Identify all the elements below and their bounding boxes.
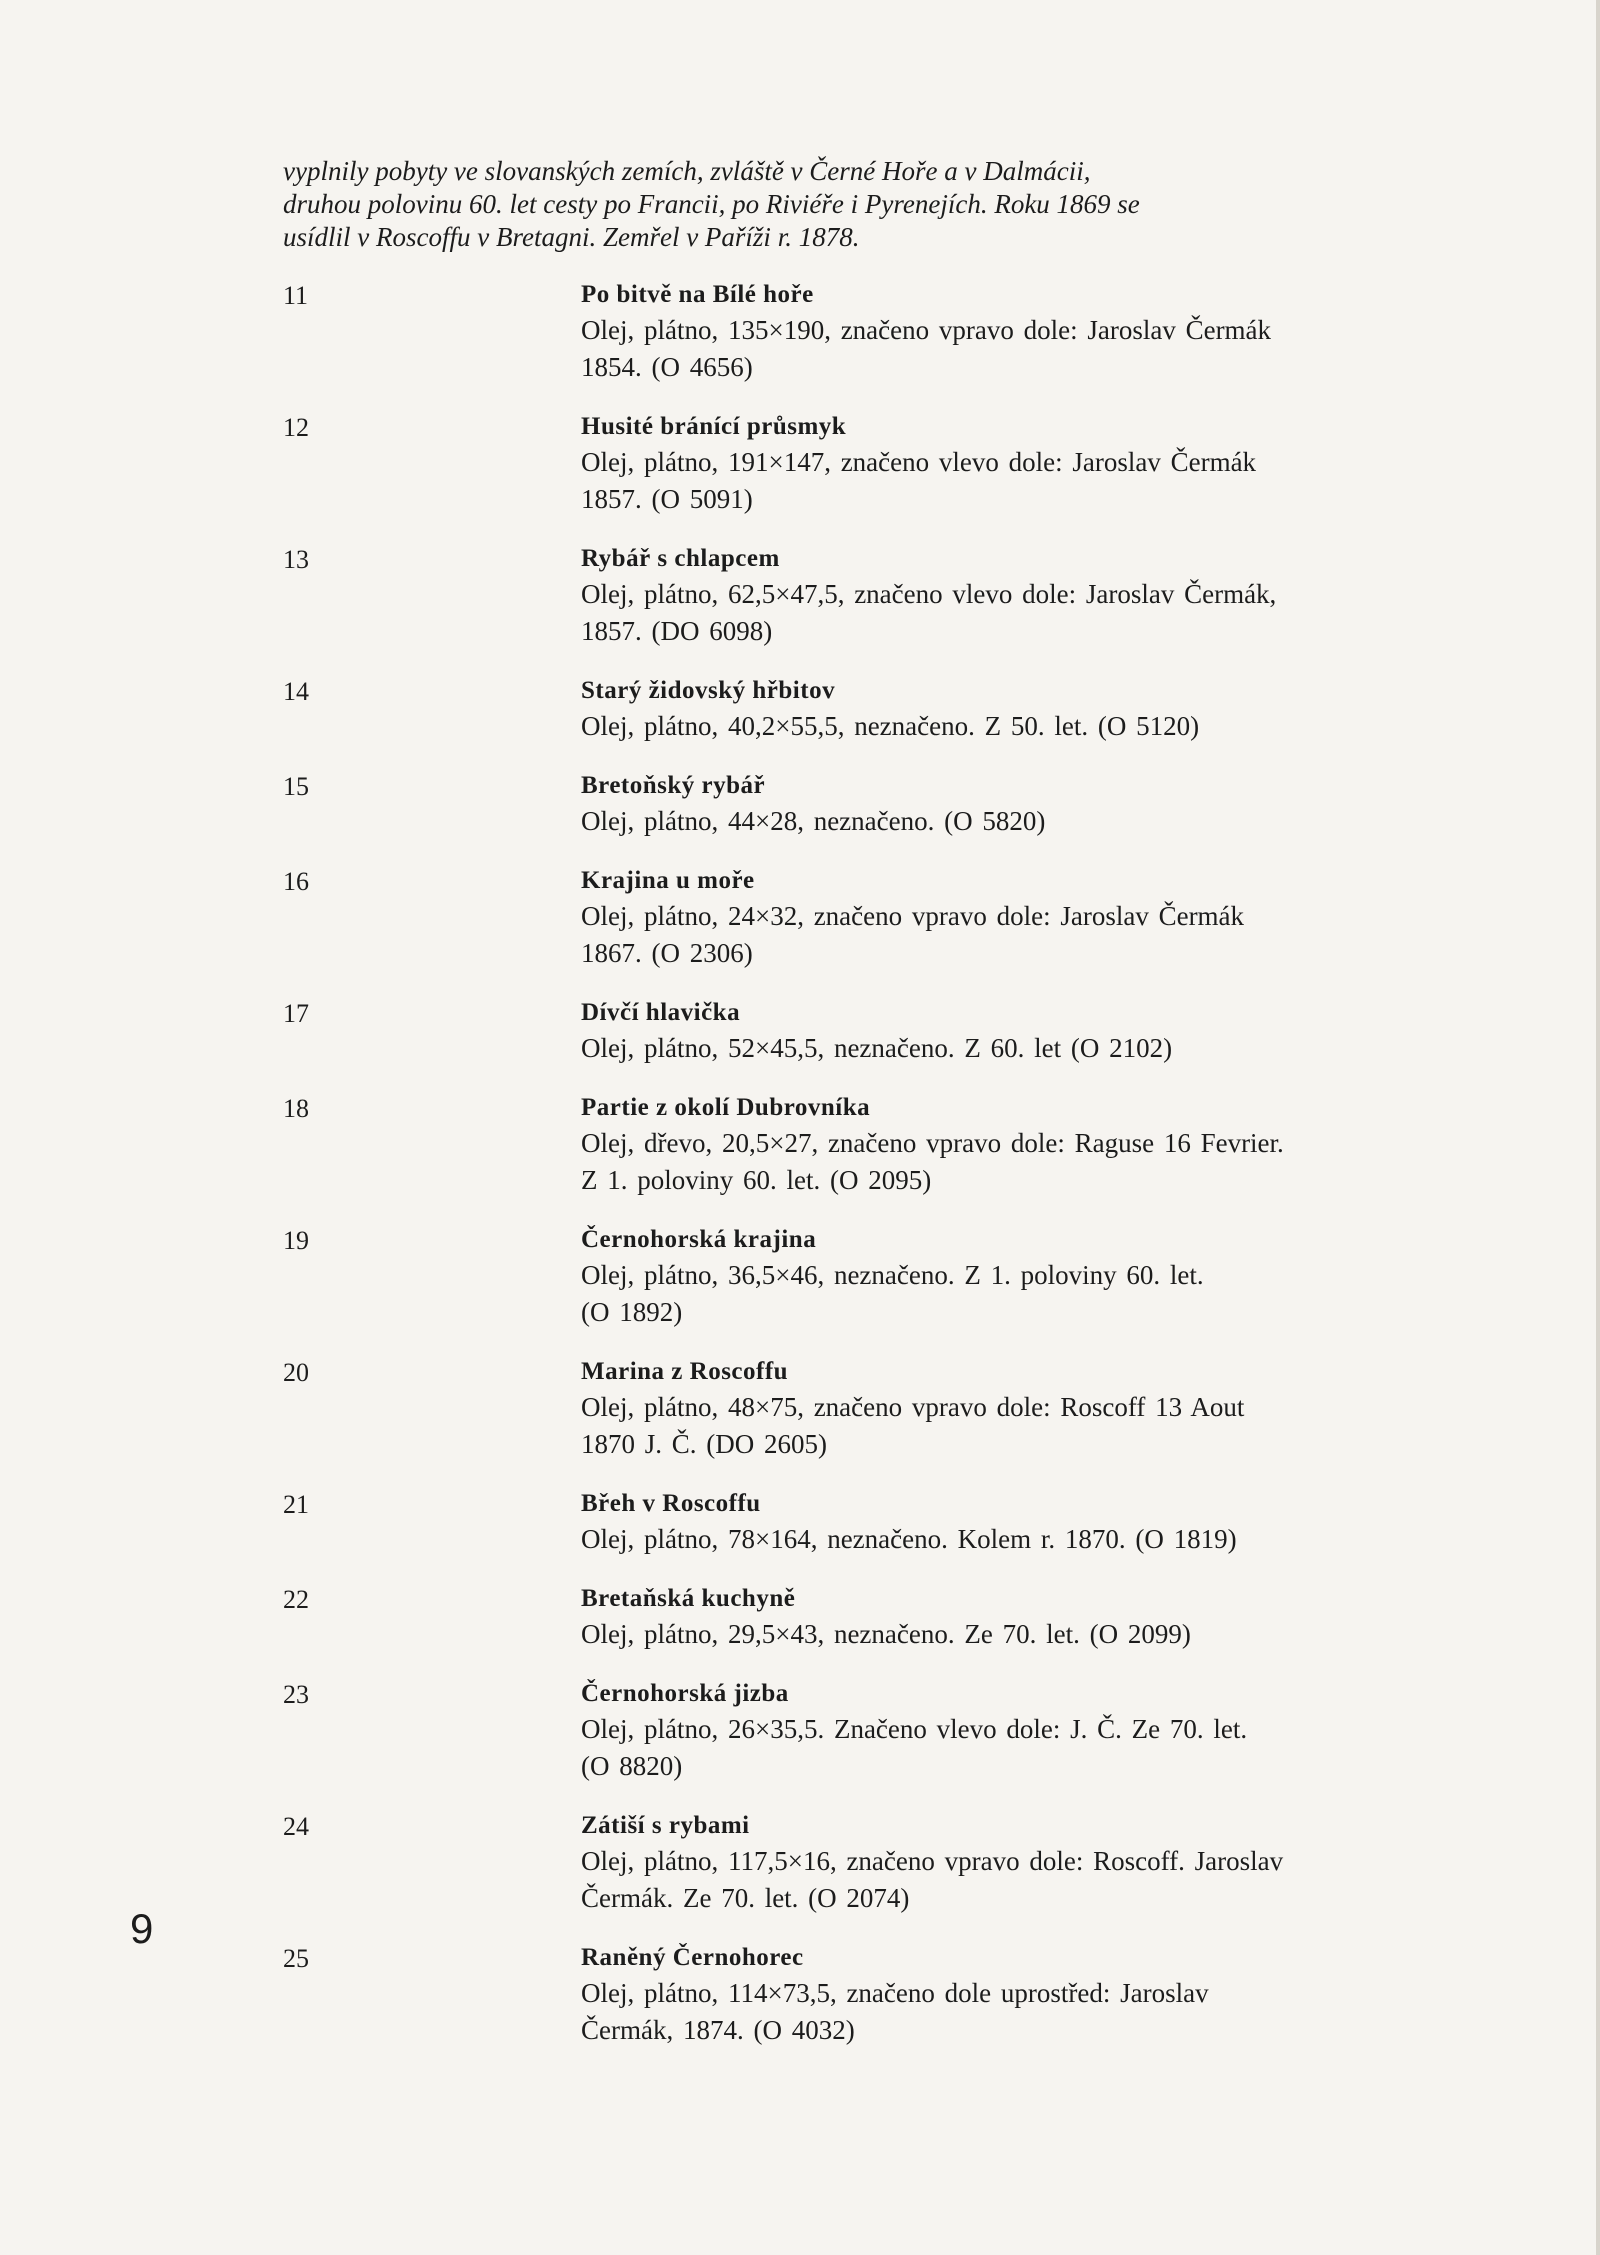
entry-title: Raněný Černohorec <box>581 1944 804 1971</box>
entry-description: Olej, plátno, 40,2×55,5, neznačeno. Z 50. let. (O 5120) <box>581 711 1200 741</box>
entry-number: 12 <box>283 413 309 442</box>
catalogue-entry <box>283 1487 1483 1558</box>
page-number: 9 <box>130 1905 154 1952</box>
catalogue-entry <box>283 1941 1483 2049</box>
intro-paragraph <box>283 155 1483 254</box>
catalogue-entry <box>283 1582 1483 1653</box>
intro-line: vyplnily pobyty ve slovanských zemích, zvláště v Černé Hoře a v Dalmácii, <box>283 156 1091 186</box>
entry-title: Marina z Roscoffu <box>581 1358 789 1385</box>
entry-number: 20 <box>283 1358 309 1387</box>
entry-number: 14 <box>283 677 309 706</box>
entry-title: Břeh v Roscoffu <box>581 1490 761 1517</box>
entry-number: 17 <box>283 999 309 1028</box>
entry-title: Dívčí hlavička <box>581 999 741 1026</box>
catalogue-entry <box>283 1677 1483 1785</box>
catalogue-entry <box>283 542 1483 650</box>
catalogue-entry <box>283 769 1483 840</box>
catalogue-list <box>283 278 1483 2073</box>
entry-number: 23 <box>283 1680 309 1709</box>
catalogue-entry <box>283 674 1483 745</box>
entry-number: 15 <box>283 772 309 801</box>
entry-description: 1857. (O 5091) <box>581 484 753 514</box>
entry-description: 1867. (O 2306) <box>581 938 753 968</box>
entry-title: Bretaňská kuchyně <box>581 1585 796 1612</box>
catalogue-entry <box>283 410 1483 518</box>
entry-number: 22 <box>283 1585 309 1614</box>
catalogue-entry <box>283 1809 1483 1917</box>
entry-number: 11 <box>283 281 309 310</box>
entry-description: Olej, plátno, 114×73,5, značeno dole uprostřed: Jaroslav <box>581 1978 1209 2008</box>
entry-title: Starý židovský hřbitov <box>581 677 836 704</box>
entry-description: Olej, plátno, 44×28, neznačeno. (O 5820) <box>581 806 1046 836</box>
intro-line: druhou polovinu 60. let cesty po Francii, po Riviéře i Pyrenejích. Roku 1869 se <box>283 189 1140 219</box>
entry-description: Olej, plátno, 191×147, značeno vlevo dole: Jaroslav Čermák <box>581 447 1257 477</box>
entry-description: Olej, plátno, 24×32, značeno vpravo dole: Jaroslav Čermák <box>581 901 1245 931</box>
entry-number: 25 <box>283 1944 309 1973</box>
entry-description: (O 8820) <box>581 1751 683 1781</box>
entry-description: Olej, plátno, 117,5×16, značeno vpravo dole: Roscoff. Jaroslav <box>581 1846 1284 1876</box>
entry-title: Krajina u moře <box>581 867 755 894</box>
entry-number: 24 <box>283 1812 309 1841</box>
entry-description: Olej, plátno, 135×190, značeno vpravo dole: Jaroslav Čermák <box>581 315 1272 345</box>
intro-line: usídlil v Roscoffu v Bretagni. Zemřel v Paříži r. 1878. <box>283 222 860 252</box>
entry-description: Olej, plátno, 29,5×43, neznačeno. Ze 70. let. (O 2099) <box>581 1619 1191 1649</box>
entry-description: Olej, plátno, 78×164, neznačeno. Kolem r. 1870. (O 1819) <box>581 1524 1237 1554</box>
entry-description: (O 1892) <box>581 1297 683 1327</box>
entry-title: Černohorská krajina <box>581 1226 817 1253</box>
entry-description: Olej, plátno, 62,5×47,5, značeno vlevo dole: Jaroslav Čermák, <box>581 579 1277 609</box>
entry-number: 21 <box>283 1490 309 1519</box>
entry-description: Čermák, 1874. (O 4032) <box>581 2015 855 2045</box>
catalogue-entry <box>283 1355 1483 1463</box>
entry-title: Zátiší s rybami <box>581 1812 750 1839</box>
entry-title: Černohorská jizba <box>581 1680 789 1707</box>
catalogue-entry <box>283 996 1483 1067</box>
entry-description: Čermák. Ze 70. let. (O 2074) <box>581 1883 910 1913</box>
entry-description: Z 1. poloviny 60. let. (O 2095) <box>581 1165 932 1195</box>
entry-description: Olej, plátno, 48×75, značeno vpravo dole: Roscoff 13 Aout <box>581 1392 1245 1422</box>
entry-description: 1854. (O 4656) <box>581 352 753 382</box>
catalogue-entry <box>283 864 1483 972</box>
entry-title: Partie z okolí Dubrovníka <box>581 1094 871 1121</box>
catalogue-entry <box>283 1223 1483 1331</box>
scan-edge <box>1596 0 1600 2255</box>
entry-description: 1870 J. Č. (DO 2605) <box>581 1429 827 1459</box>
entry-number: 16 <box>283 867 309 896</box>
entry-number: 13 <box>283 545 309 574</box>
entry-description: Olej, plátno, 36,5×46, neznačeno. Z 1. poloviny 60. let. <box>581 1260 1204 1290</box>
entry-description: Olej, plátno, 52×45,5, neznačeno. Z 60. let (O 2102) <box>581 1033 1173 1063</box>
entry-title: Husité bránící průsmyk <box>581 413 847 440</box>
catalogue-entry <box>283 278 1483 386</box>
entry-title: Po bitvě na Bílé hoře <box>581 281 814 308</box>
entry-title: Bretoňský rybář <box>581 772 766 799</box>
entry-description: 1857. (DO 6098) <box>581 616 773 646</box>
entry-number: 18 <box>283 1094 309 1123</box>
entry-title: Rybář s chlapcem <box>581 545 780 572</box>
entry-description: Olej, dřevo, 20,5×27, značeno vpravo dole: Raguse 16 Fevrier. <box>581 1128 1284 1158</box>
entry-number: 19 <box>283 1226 309 1255</box>
entry-description: Olej, plátno, 26×35,5. Značeno vlevo dole: J. Č. Ze 70. let. <box>581 1714 1248 1744</box>
catalogue-entry <box>283 1091 1483 1199</box>
